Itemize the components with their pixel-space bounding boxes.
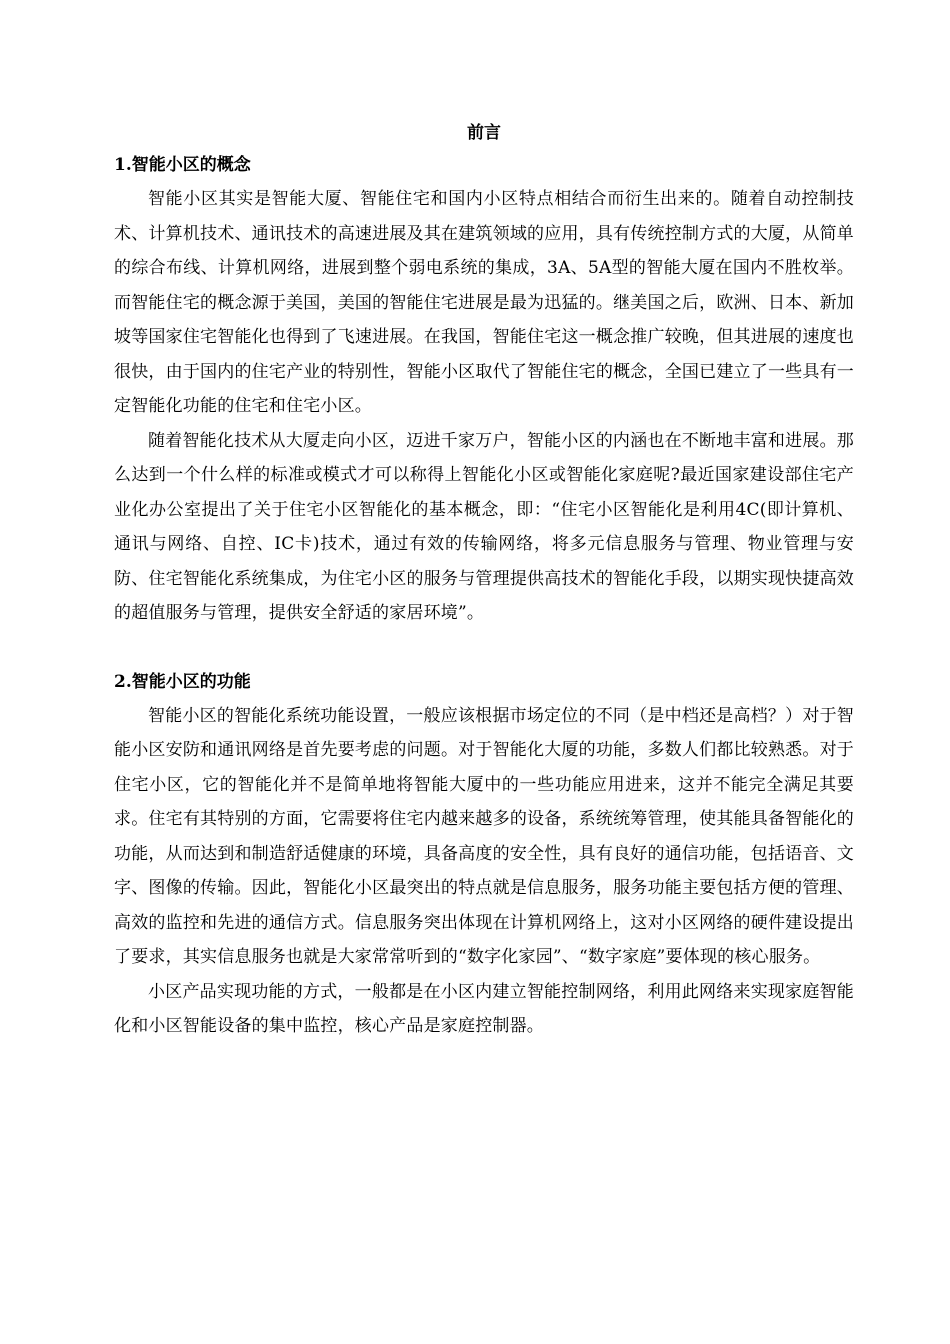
document-body	[114, 118, 854, 1044]
section-heading-concept: 1.智能小区的概念	[114, 155, 251, 175]
paragraph-concept-definition: 随着智能化技术从大厦走向小区，迈进千家万户，智能小区的内涵也在不断地丰富和进展。那么达到一个什么样的标准或模式才可以称得上智能化小区或智能化家庭呢?最近国家建设部住宅产业化办公室提出了关于住宅小区智能化的基本概念，即：“住宅小区智能化是利用4C(即计算机、通讯与网络、自控、IC卡)技术，通过有效的传输网络，将多元信息服务与管理、物业管理与安防、住宅智能化系统集成，为住宅小区的服务与管理提供高技术的智能化手段，以期实现快捷高效的超值服务与管理，提供安全舒适的家居环境”。	[114, 430, 854, 623]
document-title: 前言	[467, 123, 501, 143]
paragraph-function-implementation: 小区产品实现功能的方式，一般都是在小区内建立智能控制网络，利用此网络来实现家庭智能化和小区智能设备的集中监控，核心产品是家庭控制器。	[114, 981, 854, 1036]
section-heading-function: 2.智能小区的功能	[114, 671, 251, 692]
section-spacer	[114, 631, 854, 665]
paragraph-function-overview: 智能小区的智能化系统功能设置，一般应该根据市场定位的不同（是中档还是高档？）对于智能小区安防和通讯网络是首先要考虑的问题。对于智能化大厦的功能，多数人们都比较熟悉。对于住宅小区，它的智能化并不是简单地将智能大厦中的一些功能应用进来，这并不能完全满足其要求。住宅有其特别的方面，它需要将住宅内越来越多的设备，系统统筹管理，使其能具备智能化的功能，从而达到和制造舒适健康的环境，具备高度的安全性，具有良好的通信功能，包括语音、文字、图像的传输。因此，智能化小区最突出的特点就是信息服务，服务功能主要包括方便的管理、高效的监控和先进的通信方式。信息服务突出体现在计算机网络上，这对小区网络的硬件建设提出了要求，其实信息服务也就是大家常常听到的“数字化家园”、“数字家庭”要体现的核心服务。	[114, 705, 854, 967]
paragraph-concept-origin: 智能小区其实是智能大厦、智能住宅和国内小区特点相结合而衍生出来的。随着自动控制技术、计算机技术、通讯技术的高速进展及其在建筑领域的应用，具有传统控制方式的大厦，从简单的综合布线、计算机网络，进展到整个弱电系统的集成，3A、5A型的智能大厦在国内不胜枚举。而智能住宅的概念源于美国，美国的智能住宅进展是最为迅猛的。继美国之后，欧洲、日本、新加坡等国家住宅智能化也得到了飞速进展。在我国，智能住宅这一概念推广较晚，但其进展的速度也很快，由于国内的住宅产业的特别性，智能小区取代了智能住宅的概念，全国已建立了一些具有一定智能化功能的住宅和住宅小区。	[114, 189, 854, 416]
